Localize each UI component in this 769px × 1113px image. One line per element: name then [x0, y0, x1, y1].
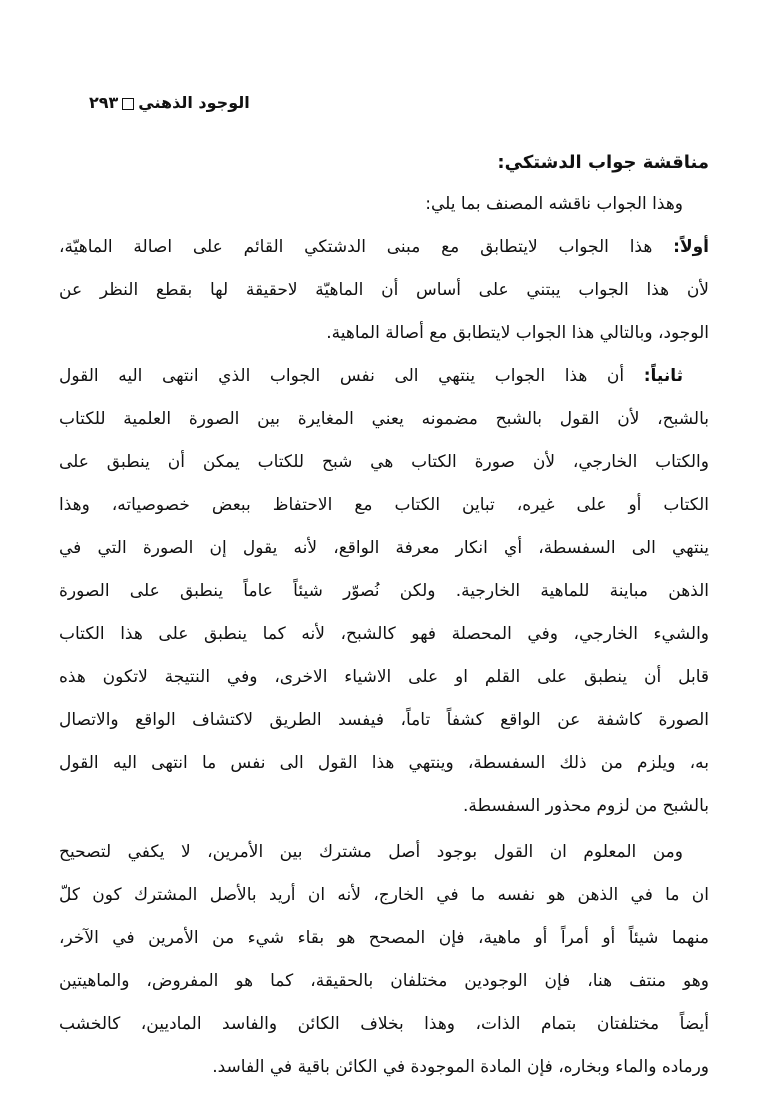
text-line: ينتهي الى السفسطة، أي انكار معرفة الواقع، لأنه يقول إن الصورة التي في: [59, 538, 709, 558]
line-text: هذا الجواب لايتطابق مع مبنى الدشتكي القائم على اصالة الماهيّة،: [59, 237, 653, 257]
lead-word-first: أولاً:: [673, 237, 710, 257]
text-line: بالشبح، لأن القول بالشبح مضمونه يعني المغايرة بين الصورة العلمية للكتاب: [59, 409, 709, 429]
text-line: منهما شيئاً أو أمراً أو ماهية، فإن المصحح هو بقاء شيء من الأمرين في الآخر،: [59, 928, 709, 948]
header-square-icon: [122, 98, 134, 110]
text-line: لأن هذا الجواب يبتني على أساس أن الماهيّة لاحقيقة لها بقطع النظر عن: [59, 280, 709, 300]
text-line: الكتاب أو على غيره، تباين الكتاب مع الاحتفاظ ببعض خصوصياته، وهذا: [59, 495, 709, 515]
lead-word-second: ثانياً:: [643, 366, 684, 386]
text-line: [59, 364, 683, 388]
text-line: به، ويلزم من ذلك السفسطة، وينتهي هذا القول الى نفس ما انتهى اليه القول: [59, 753, 709, 773]
text-line: بالشبح من لزوم محذور السفسطة.: [462, 796, 709, 816]
running-header: [89, 93, 259, 112]
text-line: والكتاب الخارجي، لأن صورة الكتاب هي شبح للكتاب يمكن أن ينطبق على: [59, 452, 709, 472]
text-line: ان ما في الذهن هو نفسه ما في الخارج، لأنه ان أريد بالأصل المشترك كون كلّ: [59, 885, 709, 905]
text-line: وهذا الجواب ناقشه المصنف بما يلي:: [425, 194, 683, 214]
header-title: الوجود الذهني: [138, 93, 250, 112]
section-heading: مناقشة جواب الدشتكي:: [497, 152, 709, 173]
text-line: الصورة كاشفة عن الواقع كشفاً تاماً، فيفسد الطريق لاكتشاف الواقع والاتصال: [59, 710, 709, 730]
page-number: ٢٩٣: [89, 93, 119, 112]
text-line: الذهن مباينة للماهية الخارجية. ولكن نُصوّر شيئاً عاماً ينطبق على الصورة: [59, 581, 709, 601]
line-text: أن هذا الجواب ينتهي الى نفس الجواب الذي انتهى اليه القول: [59, 366, 625, 386]
text-line: وهو منتف هنا، فإن الوجودين مختلفان بالحقيقة، كما هو المفروض، والماهيتين: [59, 971, 709, 991]
text-line: [59, 235, 709, 259]
text-line: أيضاً مختلفتان بتمام الذات، وهذا بخلاف الكائن والفاسد الماديين، كالخشب: [59, 1014, 709, 1034]
text-line: ومن المعلوم ان القول بوجود أصل مشترك بين الأمرين، لا يكفي لتصحيح: [59, 842, 683, 862]
text-line: قابل أن ينطبق على القلم او على الاشياء الاخرى، وفي النتيجة لاتكون هذه: [59, 667, 709, 687]
text-line: ورماده والماء وبخاره، فإن المادة الموجودة في الكائن باقية في الفاسد.: [212, 1057, 709, 1077]
text-line: والشيء الخارجي، وفي المحصلة فهو كالشبح، لأنه كما ينطبق على هذا الكتاب: [59, 624, 709, 644]
text-line: الوجود، وبالتالي هذا الجواب لايتطابق مع أصالة الماهية.: [326, 323, 709, 343]
